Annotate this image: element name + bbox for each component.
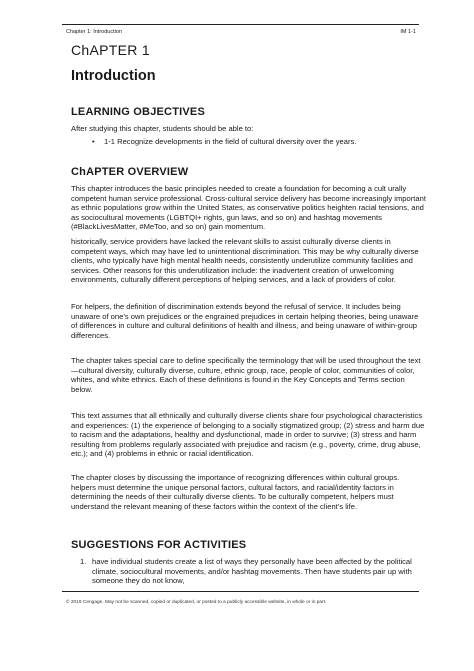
running-header-right: IM 1-1 xyxy=(400,29,416,35)
overview-paragraph: historically, service providers have lacked the relevant skills to assist culturally diverse clients in competent ways, which may have led to unintentional discrimination. This may be why culturally diverse clients, who typically have high mental health needs, consistently underutilize community facilities and services. Other reasons for this underutilization include: the inadvertent creation of unwelcoming environments, culturally different perceptions of helping services, and a lack of providers of color. xyxy=(71,237,419,284)
activity-item xyxy=(80,557,424,586)
learning-objective-text: 1-1 Recognize developments in the field of cultural diversity over the years. xyxy=(104,137,357,146)
overview-paragraph: This chapter introduces the basic principles needed to create a foundation for becoming a cult urally competent human service professional. Cross-cultural service delivery has become increasingly important as ethnic populations grow within the United States, as conservative politics heighten racial tensions, and as sociocultural movements (LGBTQI+ rights, gun laws, and so on) and hashtag movements (#BlackLivesMatter, #MeToo, and so on) gain momentum. xyxy=(71,184,426,231)
overview-paragraph: This text assumes that all ethnically and culturally diverse clients share four psychological characteristics and experiences: (1) the experience of belonging to a socially stigmatized group; (2) stress and harm due to racism and the adaptations, healthy and dysfunctional, made in order to survive; (3) stress and harm resulting from problems regularly associated with prejudice and racism (e.g., poverty, crime, drug abuse, etc.); and (4) problems in ethnic or racial identification. xyxy=(71,411,425,458)
overview-paragraph: The chapter takes special care to define specifically the terminology that will be used throughout the text—cultural diversity, culturally diverse, culture, ethnic group, race, people of color, communities of color, whites, and white ethnics. Each of these definitions is found in the Key Concepts and Terms section below. xyxy=(71,356,421,394)
overview-paragraph: For helpers, the definition of discrimination extends beyond the refusal of service. It includes being unaware of one’s own prejudices or the engrained prejudices in certain helping theories, being unaware of differences in culture and cultural definitions of health and illness, and being unaware of within-group differences. xyxy=(71,302,419,340)
footer-rule xyxy=(62,591,419,592)
activities-heading: SUGGESTIONS FOR ACTIVITIES xyxy=(71,539,247,551)
chapter-title: Introduction xyxy=(71,68,156,84)
activity-number: 1. xyxy=(80,557,87,566)
chapter-label: ChAPTER 1 xyxy=(71,42,150,58)
bullet-icon: • xyxy=(92,137,95,146)
copyright-footer: © 2019 Cengage. May not be scanned, copied or duplicated, or posted to a publicly accessible website, in whole or in part. xyxy=(66,600,327,605)
learning-objective-item xyxy=(92,137,356,146)
overview-paragraph: The chapter closes by discussing the importance of recognizing differences within cultural groups. helpers must determine the unique personal factors, cultural factors, and racial/identity factors in determining the needs of their culturally diverse clients. To be culturally competent, helpers must understand the relevant meaning of these factors within the context of the client’s life. xyxy=(71,473,400,511)
header-rule xyxy=(62,24,419,25)
learning-objectives-intro: After studying this chapter, students should be able to: xyxy=(71,124,254,133)
learning-objectives-heading: LEARNING OBJECTIVES xyxy=(71,106,205,118)
activity-text: have individual students create a list of ways they personally have been affected by the political climate, sociocultural movements, and/or hashtag movements. Then have students pair up with someone they do not know, xyxy=(92,557,412,585)
running-header-left: Chapter 1: Introduction xyxy=(66,29,122,35)
chapter-overview-heading: ChAPTER OVERVIEW xyxy=(71,166,189,178)
